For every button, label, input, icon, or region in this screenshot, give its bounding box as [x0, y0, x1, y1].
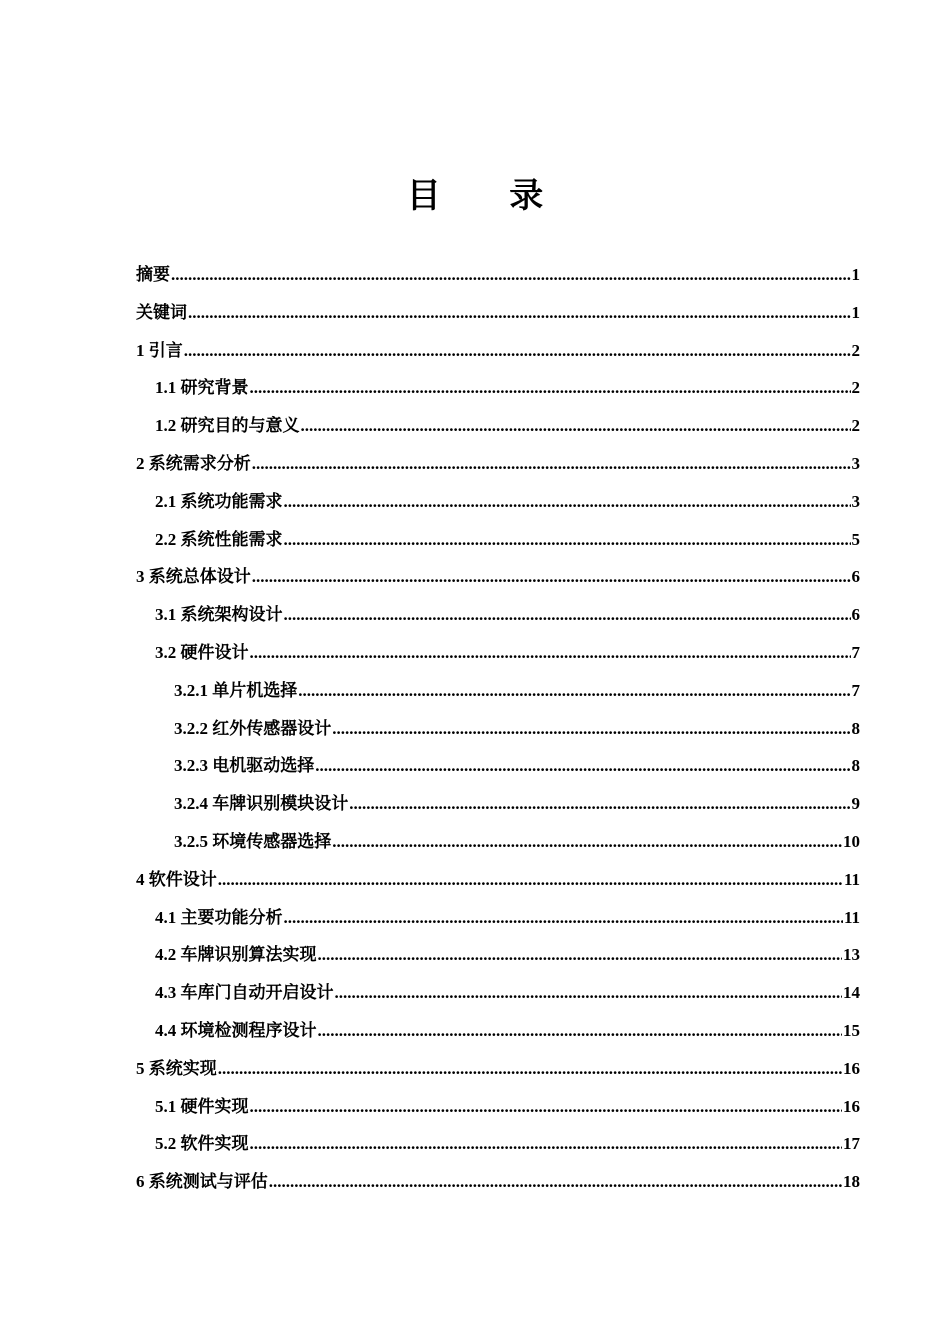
toc-dot-leader: [269, 1163, 842, 1201]
toc-entry-page-number: 11: [843, 869, 860, 889]
toc-entry[interactable]: [136, 1012, 860, 1050]
toc-dot-leader: [184, 332, 851, 370]
toc-entry-label: 3.1 系统架构设计: [155, 605, 283, 625]
toc-entry-page-number: 6: [851, 567, 860, 587]
toc-entry-page-number: 15: [843, 1020, 860, 1040]
toc-entry-label: 3.2 硬件设计: [155, 642, 249, 662]
toc-dot-leader: [218, 1050, 842, 1088]
toc-entry[interactable]: [136, 1088, 860, 1126]
toc-entry-page-number: 16: [843, 1058, 860, 1078]
toc-entry-label: 2 系统需求分析: [136, 453, 251, 473]
toc-dot-leader: [284, 899, 843, 937]
toc-entry-label: 1 引言: [136, 340, 183, 360]
toc-entry-page-number: 1: [851, 265, 860, 284]
toc-dot-leader: [250, 369, 851, 407]
toc-entry[interactable]: [136, 710, 860, 748]
toc-entry-page-number: 6: [851, 605, 860, 625]
toc-entry[interactable]: [136, 1050, 860, 1088]
toc-entry-page-number: 2: [851, 340, 860, 360]
toc-entry-page-number: 3: [851, 491, 860, 511]
toc-entry-label: 1.2 研究目的与意义: [155, 416, 300, 436]
toc-entry-label: 5.2 软件实现: [155, 1134, 249, 1154]
toc-entry[interactable]: [136, 1125, 860, 1163]
toc-entry[interactable]: [136, 936, 860, 974]
toc-entry-page-number: 11: [843, 907, 860, 927]
toc-dot-leader: [318, 936, 843, 974]
toc-entry[interactable]: [136, 256, 860, 294]
toc-dot-leader: [332, 823, 842, 861]
toc-entry-page-number: 2: [851, 378, 860, 398]
toc-entry[interactable]: [136, 785, 860, 823]
toc-entry-page-number: 7: [851, 680, 860, 700]
toc-entry-page-number: 14: [843, 983, 860, 1003]
toc-dot-leader: [349, 785, 850, 823]
page-title: 目 录: [406, 178, 574, 215]
toc-entry-label: 3.2.4 车牌识别模块设计: [174, 794, 349, 814]
toc-dot-leader: [318, 1012, 843, 1050]
toc-entry[interactable]: [136, 483, 860, 521]
toc-entry-label: 4.4 环境检测程序设计: [155, 1020, 317, 1040]
toc-entry[interactable]: [136, 558, 860, 596]
toc-entry-page-number: 7: [851, 642, 860, 662]
toc-entry-label: 3 系统总体设计: [136, 567, 251, 587]
toc-dot-leader: [298, 672, 850, 710]
toc-dot-leader: [284, 596, 851, 634]
toc-entry-label: 2.1 系统功能需求: [155, 491, 283, 511]
toc-entry[interactable]: [136, 747, 860, 785]
toc-entry[interactable]: [136, 521, 860, 559]
toc-dot-leader: [284, 483, 851, 521]
toc-entry-label: 4.3 车库门自动开启设计: [155, 983, 334, 1003]
toc-entry[interactable]: [136, 899, 860, 937]
toc-entry-page-number: 10: [843, 831, 860, 851]
toc-dot-leader: [335, 974, 843, 1012]
toc-entry[interactable]: [136, 596, 860, 634]
toc-dot-leader: [315, 747, 850, 785]
toc-entry-page-number: 9: [851, 794, 860, 814]
toc-entry-label: 3.2.2 红外传感器设计: [174, 718, 332, 738]
table-of-contents: [136, 256, 860, 1201]
toc-dot-leader: [250, 1088, 843, 1126]
toc-dot-leader: [171, 256, 851, 294]
toc-entry-page-number: 1: [851, 302, 860, 322]
toc-entry-page-number: 17: [843, 1134, 860, 1154]
toc-entry[interactable]: [136, 861, 860, 899]
toc-entry[interactable]: [136, 1163, 860, 1201]
toc-entry-label: 1.1 研究背景: [155, 378, 249, 398]
toc-dot-leader: [188, 294, 851, 332]
toc-entry[interactable]: [136, 407, 860, 445]
toc-entry-label: 5 系统实现: [136, 1058, 217, 1078]
toc-entry-page-number: 3: [851, 453, 860, 473]
toc-entry[interactable]: [136, 974, 860, 1012]
toc-entry-page-number: 5: [851, 529, 860, 549]
toc-dot-leader: [332, 710, 850, 748]
toc-entry[interactable]: [136, 332, 860, 370]
toc-entry-page-number: 8: [851, 718, 860, 738]
toc-entry-label: 6 系统测试与评估: [136, 1172, 268, 1192]
toc-entry-label: 3.2.3 电机驱动选择: [174, 756, 315, 776]
toc-dot-leader: [218, 861, 843, 899]
toc-entry-page-number: 18: [843, 1172, 860, 1192]
toc-entry[interactable]: [136, 672, 860, 710]
toc-entry[interactable]: [136, 823, 860, 861]
toc-entry-label: 4.1 主要功能分析: [155, 907, 283, 927]
toc-entry[interactable]: [136, 294, 860, 332]
toc-entry-label: 4 软件设计: [136, 869, 217, 889]
toc-dot-leader: [301, 407, 851, 445]
toc-entry-label: 关键词: [136, 302, 187, 322]
toc-dot-leader: [284, 521, 851, 559]
toc-entry-page-number: 2: [851, 416, 860, 436]
toc-dot-leader: [252, 558, 851, 596]
toc-entry-label: 摘要: [136, 265, 170, 284]
toc-dot-leader: [252, 445, 851, 483]
toc-dot-leader: [250, 634, 851, 672]
toc-entry-page-number: 13: [843, 945, 860, 965]
toc-entry[interactable]: [136, 634, 860, 672]
toc-dot-leader: [250, 1125, 843, 1163]
toc-entry[interactable]: [136, 445, 860, 483]
toc-entry-label: 5.1 硬件实现: [155, 1096, 249, 1116]
toc-entry-label: 2.2 系统性能需求: [155, 529, 283, 549]
toc-entry-label: 3.2.5 环境传感器选择: [174, 831, 332, 851]
toc-entry-label: 3.2.1 单片机选择: [174, 680, 298, 700]
toc-entry[interactable]: [136, 369, 860, 407]
toc-entry-label: 4.2 车牌识别算法实现: [155, 945, 317, 965]
toc-entry-page-number: 16: [843, 1096, 860, 1116]
toc-entry-page-number: 8: [851, 756, 860, 776]
